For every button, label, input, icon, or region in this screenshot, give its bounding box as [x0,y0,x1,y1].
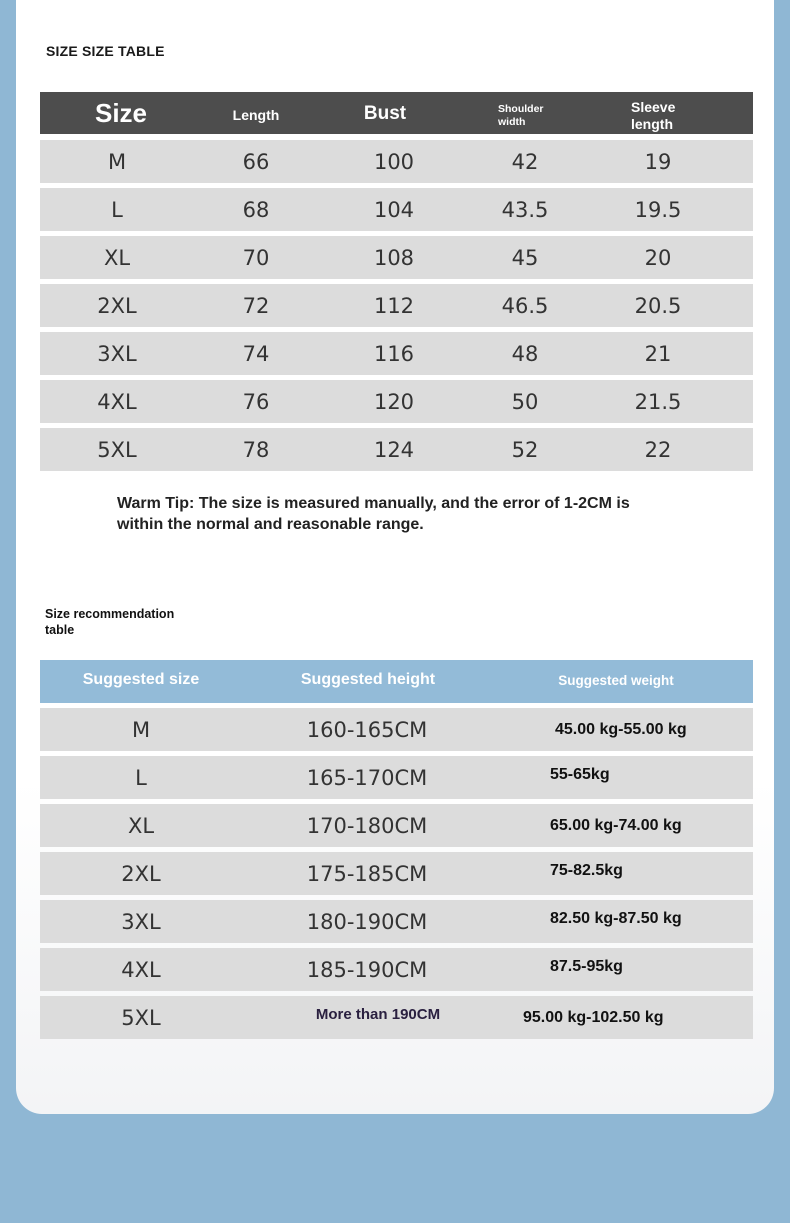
header-suggested-size: Suggested size [82,671,200,688]
recommendation-title-line2: table [45,623,75,637]
cell-size: 3XL [121,909,161,934]
warm-tip-line1: Warm Tip: The size is measured manually, and the error of 1-2CM is [117,495,630,512]
cell-weight: 82.50 kg-87.50 kg [550,909,682,927]
table-row [40,284,753,327]
cell-sleeve: 21.5 [634,389,682,414]
size-table-title: SIZE SIZE TABLE [46,43,165,59]
cell-weight: 45.00 kg-55.00 kg [555,720,687,738]
cell-bust: 112 [373,293,415,318]
table-row [40,900,753,943]
cell-size: M [131,717,151,742]
cell-size: 3XL [97,341,137,366]
cell-height: 185-190CM [306,957,428,982]
cell-shoulder: 45 [511,245,539,270]
table-row [40,332,753,375]
cell-size: 2XL [97,293,137,318]
table-row [40,708,753,751]
warm-tip-line2: within the normal and reasonable range. [117,516,424,533]
cell-height: 160-165CM [306,717,428,742]
header-sleeve-line2: length [631,116,673,132]
cell-length: 74 [242,341,270,366]
header-shoulder-line1: Shoulder [498,103,544,115]
cell-length: 68 [242,197,270,222]
cell-height: 180-190CM [306,909,428,934]
size-table-header [40,92,753,134]
cell-sleeve: 22 [644,437,672,462]
table-row [40,948,753,991]
cell-length: 70 [242,245,270,270]
cell-weight: 87.5-95kg [550,957,623,975]
recommendation-table-header [40,660,753,703]
cell-height: 165-170CM [306,765,428,790]
table-row [40,188,753,231]
header-shoulder-line2: width [498,116,526,128]
cell-shoulder: 42 [511,149,539,174]
cell-shoulder: 52 [511,437,539,462]
table-row [40,804,753,847]
cell-bust: 124 [373,437,415,462]
table-row [40,428,753,471]
table-row [40,756,753,799]
table-row [40,380,753,423]
cell-size: L [135,765,147,790]
cell-bust: 116 [373,341,415,366]
cell-bust: 108 [373,245,415,270]
header-sleeve-length [631,99,675,133]
cell-bust: 104 [373,197,415,222]
header-length: Length [232,107,280,123]
table-row [40,996,753,1039]
cell-weight: 65.00 kg-74.00 kg [550,816,682,834]
header-bust: Bust [363,103,407,124]
cell-size: L [111,197,123,222]
cell-height: 170-180CM [306,813,428,838]
cell-size: 4XL [121,957,161,982]
cell-shoulder: 48 [511,341,539,366]
table-row [40,852,753,895]
header-suggested-weight: Suggested weight [558,673,674,688]
cell-size: 5XL [121,1005,161,1030]
header-suggested-height: Suggested height [300,671,436,688]
cell-size: M [107,149,127,174]
cell-bust: 120 [373,389,415,414]
cell-size: 2XL [121,861,161,886]
cell-shoulder: 46.5 [501,293,549,318]
cell-size: XL [127,813,155,838]
header-shoulder-width [498,103,544,129]
recommendation-table-title [45,606,225,638]
cell-sleeve: 20 [644,245,672,270]
cell-size: 4XL [97,389,137,414]
table-row [40,236,753,279]
cell-length: 76 [242,389,270,414]
warm-tip [117,493,697,535]
cell-length: 72 [242,293,270,318]
cell-sleeve: 20.5 [634,293,682,318]
cell-sleeve: 19 [644,149,672,174]
cell-size: XL [103,245,131,270]
cell-length: 78 [242,437,270,462]
header-sleeve-line1: Sleeve [631,99,676,115]
table-row [40,140,753,183]
cell-sleeve: 19.5 [634,197,682,222]
cell-shoulder: 50 [511,389,539,414]
cell-size: 5XL [97,437,137,462]
cell-length: 66 [242,149,270,174]
header-size: Size [94,98,148,128]
recommendation-title-line1: Size recommendation [45,607,175,621]
cell-height: More than 190CM [315,1005,441,1023]
cell-weight: 75-82.5kg [550,861,623,879]
cell-weight: 95.00 kg-102.50 kg [523,1008,664,1026]
cell-weight: 55-65kg [550,765,610,783]
cell-height: 175-185CM [306,861,428,886]
cell-bust: 100 [373,149,415,174]
cell-shoulder: 43.5 [501,197,549,222]
cell-sleeve: 21 [644,341,672,366]
